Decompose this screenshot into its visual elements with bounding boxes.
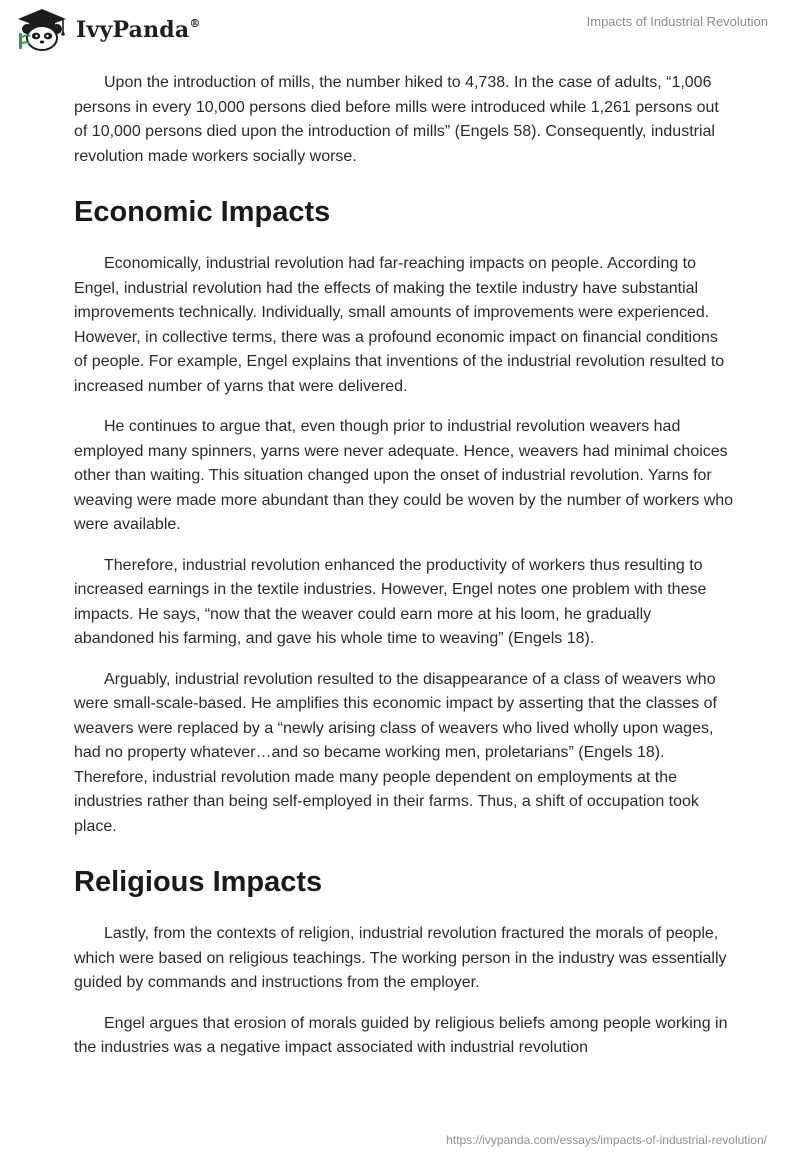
paragraph: Economically, industrial revolution had far-reaching impacts on people. According to Engel, industrial revolution had the effects of making the textile industry have substantial improvements technically. Individually, small amounts of improvements were experienced. However, in collective terms, there was a profound economic impact on financial conditions of people. For example, Engel explains that inventions of the industrial revolution resulted to increased number of yarns that were delivered. bbox=[74, 255, 725, 395]
paragraph: Upon the introduction of mills, the number hiked to 4,738. In the case of adults, “1,006 persons in every 10,000 persons died before mills were introduced while 1,261 persons out of 10,000 persons died upon the introduction of mills” (Engels 58). Consequently, industrial revolution made workers socially worse. bbox=[74, 74, 719, 165]
running-title: Impacts of Industrial Revolution bbox=[586, 14, 768, 29]
essay-content bbox=[74, 71, 734, 1077]
panda-graduate-icon bbox=[14, 7, 70, 53]
brand-name-text: IvyPanda bbox=[76, 17, 190, 43]
brand-name bbox=[76, 17, 201, 43]
section-heading-religious: Religious Impacts bbox=[74, 866, 323, 898]
ivypanda-logo[interactable] bbox=[14, 7, 214, 53]
registered-mark: ® bbox=[189, 16, 201, 30]
paragraph: He continues to argue that, even though prior to industrial revolution weavers had employed many spinners, yarns were never adequate. Hence, weavers had minimal choices other than waiting. This situation changed upon the onset of industrial revolution. Yarns for weaving were made more abundant than they could be woven by the number of workers who were available. bbox=[74, 418, 734, 533]
paragraph: Therefore, industrial revolution enhanced the productivity of workers thus resulting to increased earnings in the textile industries. However, Engel notes one problem with these impacts. He says, “now that the weaver could earn more at his loom, he gradually abandoned his farming, and gave his whole time to weaving” (Engels 18). bbox=[74, 556, 707, 647]
paragraph: Lastly, from the contexts of religion, industrial revolution fractured the morals of people, which were based on religious teachings. The working person in the industry was essentially guided by commands and instructions from the employer. bbox=[74, 925, 727, 991]
page-header bbox=[0, 0, 800, 60]
source-url-link[interactable]: https://ivypanda.com/essays/impacts-of-industrial-revolution/ bbox=[446, 1133, 767, 1147]
section-heading-economic: Economic Impacts bbox=[74, 196, 331, 228]
paragraph: Arguably, industrial revolution resulted to the disappearance of a class of weavers who were small-scale-based. He amplifies this economic impact by asserting that the classes of weavers were replaced by a “newly arising class of weavers who lived wholly upon wages, had no property whatever…and so became working men, proletarians” (Engels 18). Therefore, industrial revolution made many people dependent on employments at the industries rather than being self-employed in their farms. Thus, a shift of occupation took place. bbox=[74, 670, 717, 835]
paragraph: Engel argues that erosion of morals guided by religious beliefs among people working in the industries was a negative impact associated with industrial revolution bbox=[74, 1014, 728, 1056]
